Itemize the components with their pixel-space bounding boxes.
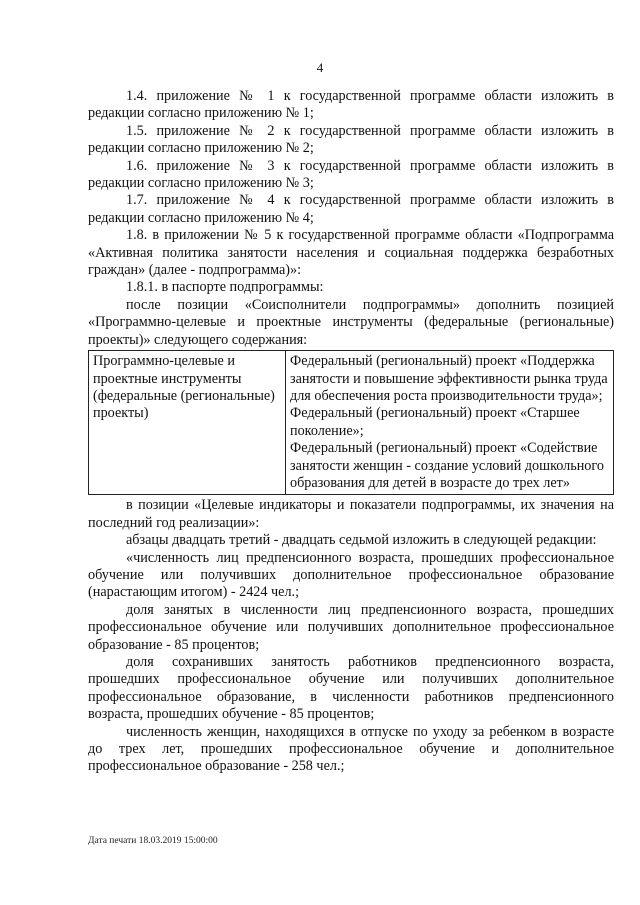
paragraph-1-5: 1.5. приложение № 2 к государственной программе области изложить в редакции согласно приложению № 2; — [88, 122, 614, 157]
paragraph-count-preretirement: «численность лиц предпенсионного возраста, прошедших профессиональное обучение или получивших дополнительное профессиональное образование (нарастающим итогом) - 2424 чел.; — [88, 549, 614, 601]
paragraph-share-retained: доля сохранивших занятость работников предпенсионного возраста, прошедших профессиональное обучение или получивших дополнительное профессиональное образование, в численности работников предпенсионного возраста, прошедших обучение - 85 процентов; — [88, 654, 614, 723]
project-entry-1: Федеральный (региональный) проект «Поддержка занятости и повышение эффективности рынка труда для обеспечения роста производительности труда»; — [290, 353, 608, 404]
document-body — [88, 88, 614, 776]
paragraph-women-count: численность женщин, находящихся в отпуске по уходу за ребенком в возрасте до трех лет, прошедших профессиональное обучение и дополнительное профессиональное образование - 258 чел.; — [88, 723, 614, 775]
paragraph-1-6: 1.6. приложение № 3 к государственной программе области изложить в редакции согласно приложению № 3; — [88, 157, 614, 192]
table-cell-left: Программно-целевые и проектные инструменты (федеральные (региональные) проекты) — [89, 351, 286, 495]
project-entry-3: Федеральный (региональный) проект «Содействие занятости женщин - создание условий дошкольного образования для детей в возрасте до трех лет» — [290, 440, 604, 491]
paragraph-target-indicators: в позиции «Целевые индикаторы и показатели подпрограммы, их значения на последний год реализации»: — [88, 497, 614, 531]
paragraph-1-8-1: 1.8.1. в паспорте подпрограммы: — [126, 279, 324, 296]
paragraph-1-8: 1.8. в приложении № 5 к государственной программе области «Подпрограмма «Активная политика занятости населения и социальная поддержка безработных граждан» (далее - подпрограмма)»: — [88, 227, 614, 279]
paragraph-1-7: 1.7. приложение № 4 к государственной программе области изложить в редакции согласно приложению № 4; — [88, 192, 614, 226]
paragraph-share-employed: доля занятых в численности лиц предпенсионного возраста, прошедших профессиональное обучение или получивших дополнительное профессиональное образование - 85 процентов; — [88, 601, 614, 653]
paragraph-abzacy: абзацы двадцать третий - двадцать седьмой изложить в следующей редакции: — [126, 532, 597, 549]
paragraph-after-position: после позиции «Соисполнители подпрограммы» дополнить позицией «Программно-целевые и проектные инструменты (федеральные (региональные) проекты)» следующего содержания: — [88, 296, 614, 348]
project-entry-2: Федеральный (региональный) проект «Старшее поколение»; — [290, 405, 580, 439]
print-date-footer: Дата печати 18.03.2019 15:00:00 — [88, 836, 218, 846]
paragraph-1-4: 1.4. приложение № 1 к государственной программе области изложить в редакции согласно приложению № 1; — [88, 88, 614, 122]
passport-table — [88, 350, 614, 495]
table-row — [89, 351, 614, 495]
page-number: 4 — [316, 60, 324, 75]
table-cell-right — [286, 351, 614, 495]
